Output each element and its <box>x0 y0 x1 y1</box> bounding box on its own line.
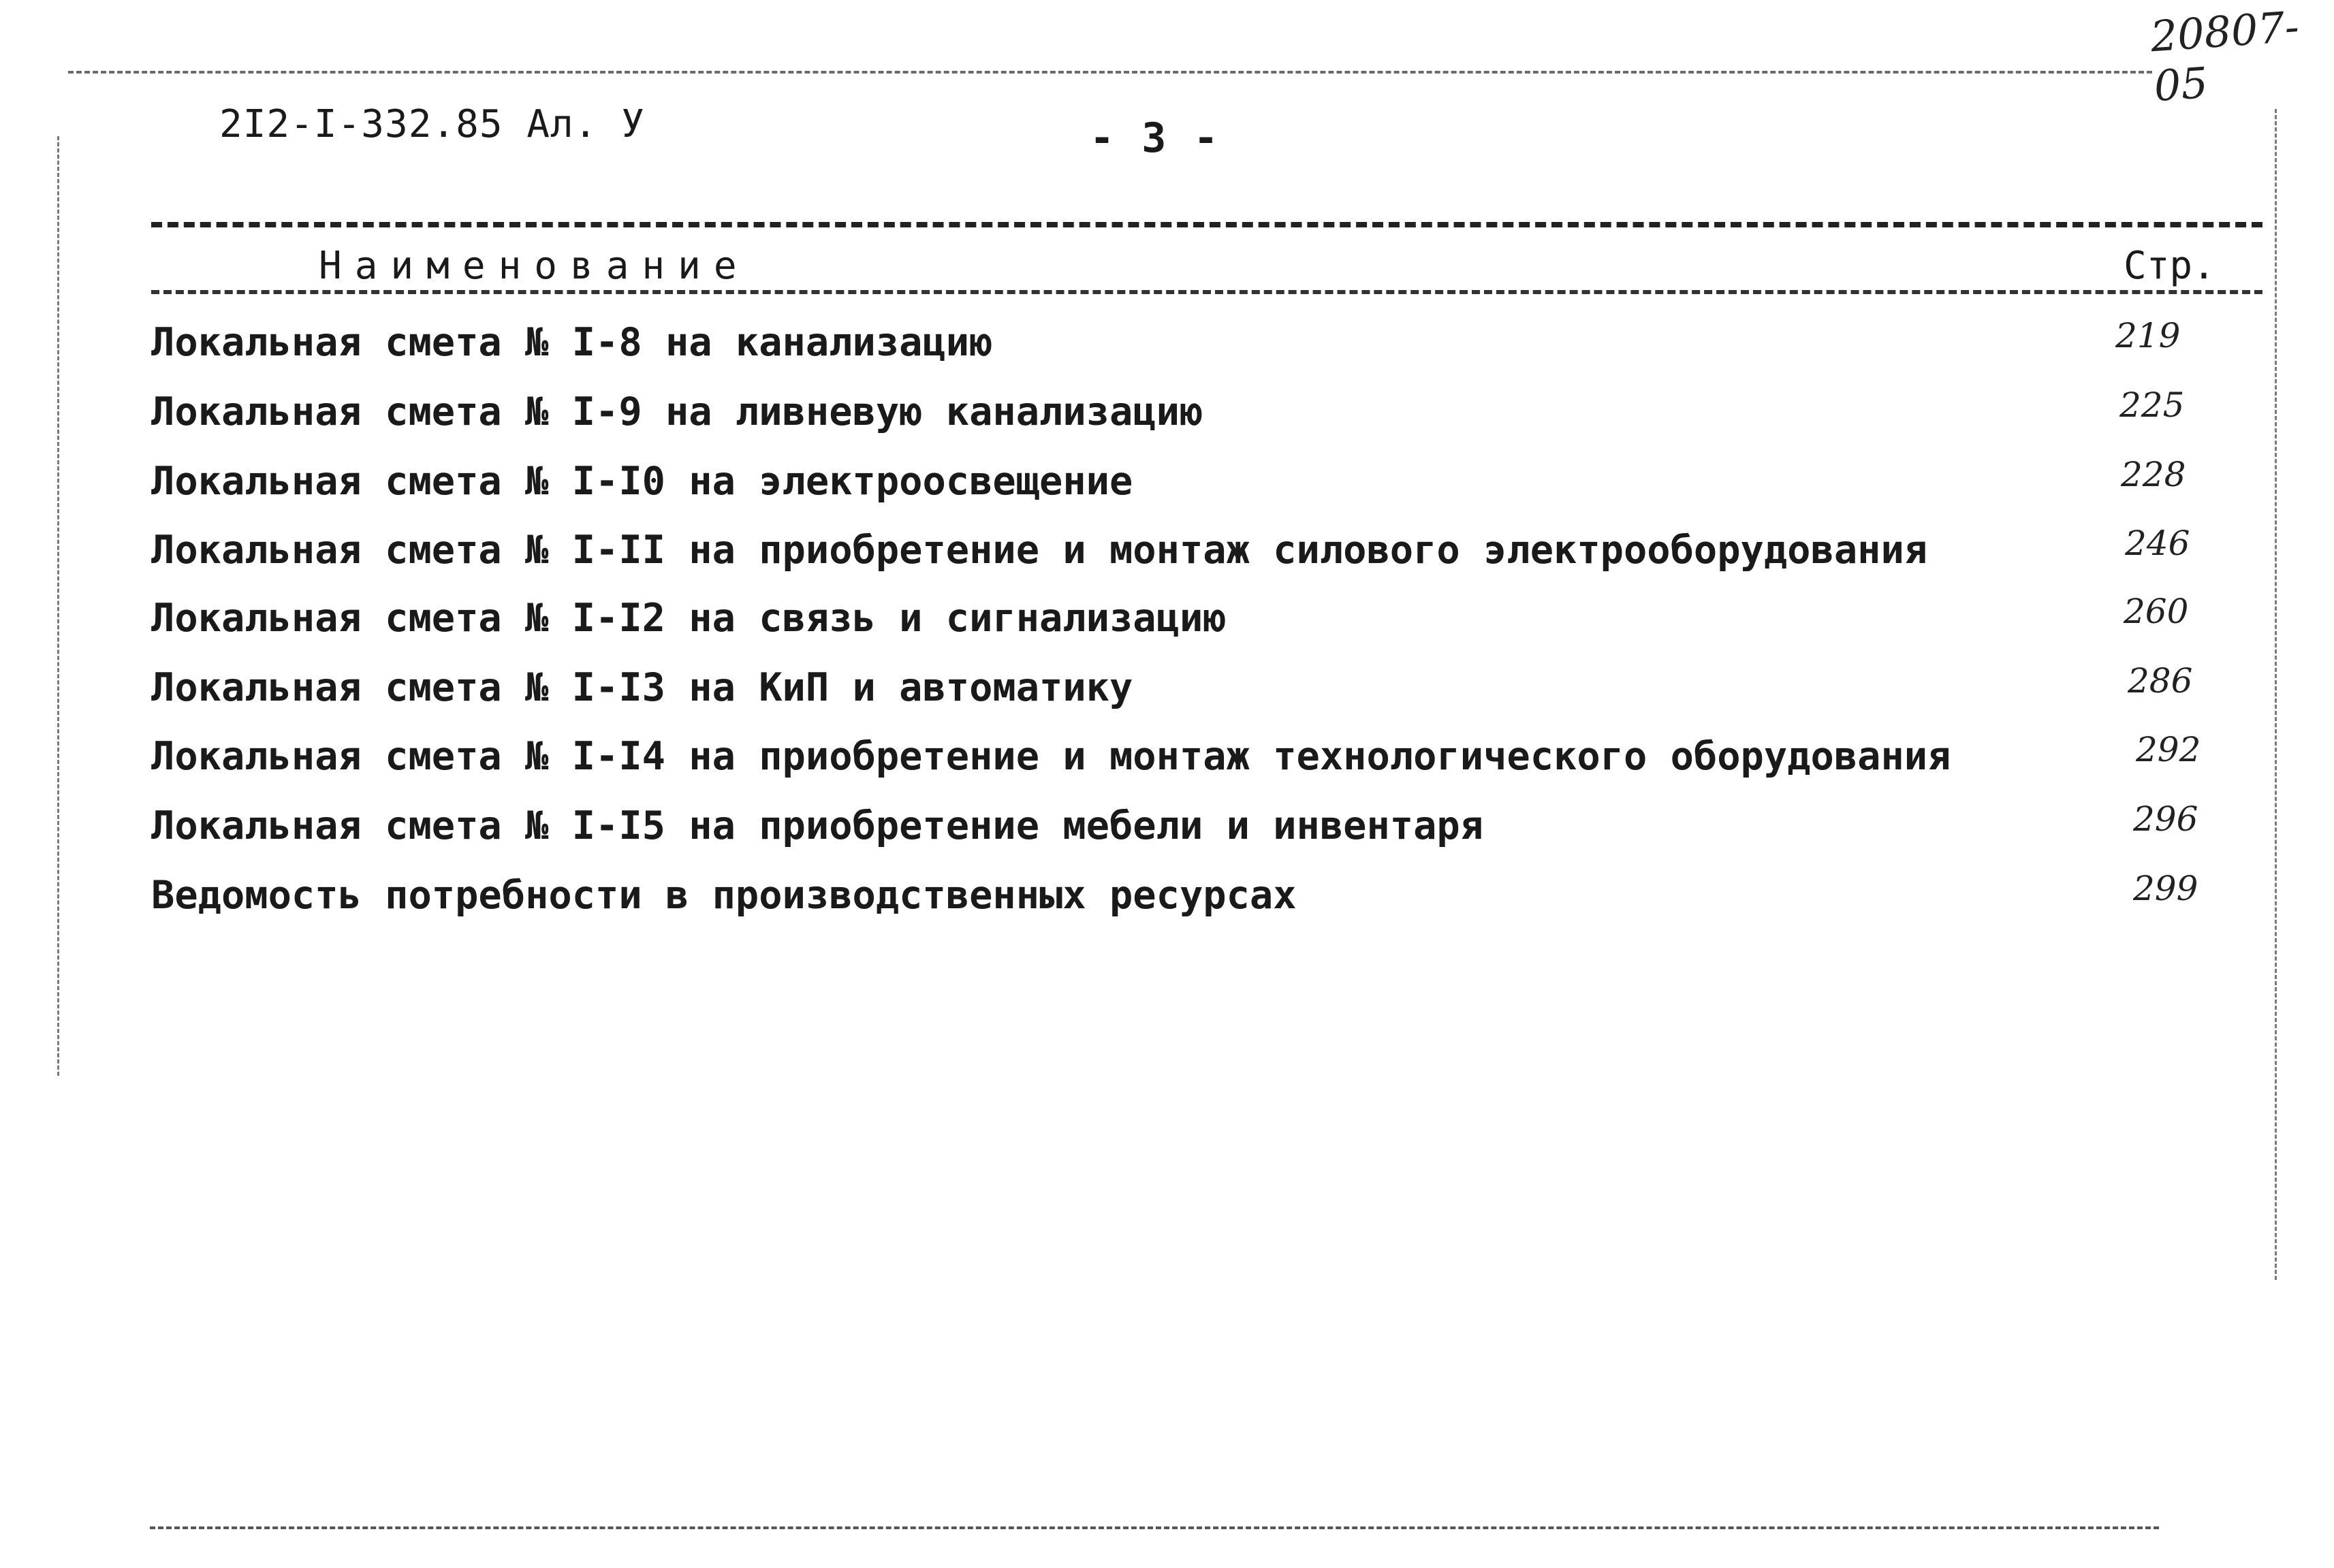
row-page-number: 286 <box>2128 661 2193 701</box>
row-title: Локальная смета № I-8 на канализацию <box>151 320 993 365</box>
column-header-page: Стр. <box>2124 244 2215 288</box>
row-title: Ведомость потребности в производственных ресурсах <box>151 873 1297 918</box>
row-page-number: 228 <box>2121 455 2186 494</box>
right-margin-line <box>2275 109 2277 1280</box>
bottom-divider <box>150 1526 2159 1529</box>
page-number: - 3 - <box>1090 114 1220 162</box>
row-page-number: 260 <box>2124 592 2189 631</box>
row-page-number: 219 <box>2115 316 2181 355</box>
top-divider <box>68 71 2152 74</box>
header-underline <box>151 290 2262 294</box>
table-row <box>0 869 2334 934</box>
table-row <box>0 661 2334 726</box>
row-title: Локальная смета № I-I5 на приобретение мебели и инвентаря <box>151 803 1484 848</box>
table-top-rule <box>151 222 2262 227</box>
row-page-number: 296 <box>2133 799 2198 839</box>
table-row <box>0 799 2334 865</box>
table-row <box>0 316 2334 381</box>
row-title: Локальная смета № I-I3 на КиП и автоматику <box>151 665 1133 710</box>
row-title: Локальная смета № I-I2 на связь и сигнализацию <box>151 596 1227 641</box>
table-row <box>0 730 2334 795</box>
row-title: Локальная смета № I-II на приобретение и монтаж силового электрооборудования <box>151 528 1928 573</box>
row-page-number: 246 <box>2125 524 2190 563</box>
column-header-name: Наименование <box>319 244 750 288</box>
row-page-number: 225 <box>2119 385 2185 425</box>
row-page-number: 299 <box>2133 869 2198 908</box>
row-title: Локальная смета № I-I4 на приобретение и монтаж технологического оборудования <box>151 734 1951 779</box>
document-code: 2I2-I-332.85 Ал. У <box>219 102 645 146</box>
table-row <box>0 385 2334 451</box>
left-margin-line <box>57 136 59 1076</box>
row-title: Локальная смета № I-9 на ливневую канализацию <box>151 389 1203 434</box>
row-title: Локальная смета № I-I0 на электроосвещение <box>151 459 1133 504</box>
row-page-number: 292 <box>2136 730 2201 769</box>
table-row <box>0 524 2334 589</box>
table-row <box>0 592 2334 657</box>
table-row <box>0 455 2334 520</box>
archive-number: 20807-05 <box>2149 1 2301 112</box>
